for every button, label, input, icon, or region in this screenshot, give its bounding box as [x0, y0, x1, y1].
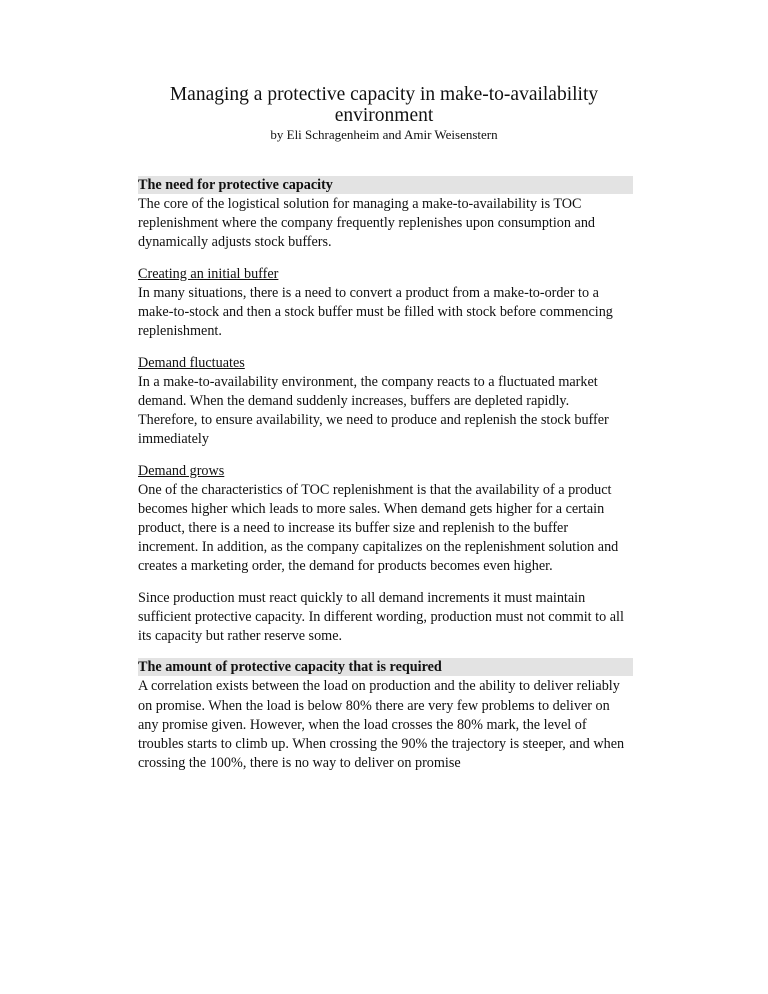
text-line: product, there is a need to increase its buffer size and replenish to the buffer: [138, 519, 569, 536]
text-line: make-to-stock and then a stock buffer must be filled with stock before commencing: [138, 303, 613, 320]
title-line: Managing a protective capacity in make-to-availability: [169, 84, 599, 105]
text-line: The core of the logistical solution for managing a make-to-availability is TOC: [138, 196, 582, 212]
text-line: In a make-to-availability environment, the company reacts to a fluctuated market: [138, 373, 598, 390]
document-title: [0, 84, 768, 126]
text-line: A correlation exists between the load on production and the ability to deliver reliably: [138, 678, 620, 695]
document-body: [138, 176, 633, 773]
text-line: Since production must react quickly to all demand increments it must maintain: [138, 589, 586, 606]
text-line: crossing the 100%, there is no way to deliver on promise: [138, 754, 461, 771]
section-heading: The amount of protective capacity that is required: [138, 658, 633, 676]
text-line: on promise. When the load is below 80% there are very few problems to deliver on: [138, 697, 610, 714]
text-line: increment. In addition, as the company capitalizes on the replenishment solution and: [138, 539, 619, 555]
text-line: demand. When the demand suddenly increases, buffers are depleted rapidly.: [138, 392, 570, 409]
text-line: dynamically adjusts stock buffers.: [138, 234, 332, 251]
subsection-heading: Demand grows: [138, 462, 225, 479]
title-line: environment: [334, 105, 434, 126]
text-line: becomes higher which leads to more sales. When demand gets higher for a certain: [138, 500, 605, 517]
text-line: sufficient protective capacity. In different wording, production must not commit to all: [138, 608, 624, 625]
text-line: Therefore, to ensure availability, we need to produce and replenish the stock buffer: [138, 411, 609, 428]
text-line: its capacity but rather reserve some.: [138, 627, 343, 644]
byline: by Eli Schragenheim and Amir Weisenstern: [270, 127, 498, 142]
text-line: creates a marketing order, the demand for products becomes even higher.: [138, 558, 553, 575]
text-line: any promise given. However, when the load crosses the 80% mark, the level of: [138, 716, 587, 733]
text-line: One of the characteristics of TOC replenishment is that the availability of a product: [138, 481, 612, 498]
text-line: immediately: [138, 431, 209, 448]
text-line: In many situations, there is a need to convert a product from a make-to-order to a: [138, 284, 599, 301]
section-heading: The need for protective capacity: [138, 176, 633, 194]
text-line: replenishment where the company frequently replenishes upon consumption and: [138, 215, 596, 232]
subsection-heading: Demand fluctuates: [138, 354, 245, 371]
text-line: replenishment.: [138, 323, 222, 340]
subsection-heading: Creating an initial buffer: [138, 265, 279, 282]
text-line: troubles starts to climb up. When crossing the 90% the trajectory is steeper, and when: [138, 735, 625, 752]
